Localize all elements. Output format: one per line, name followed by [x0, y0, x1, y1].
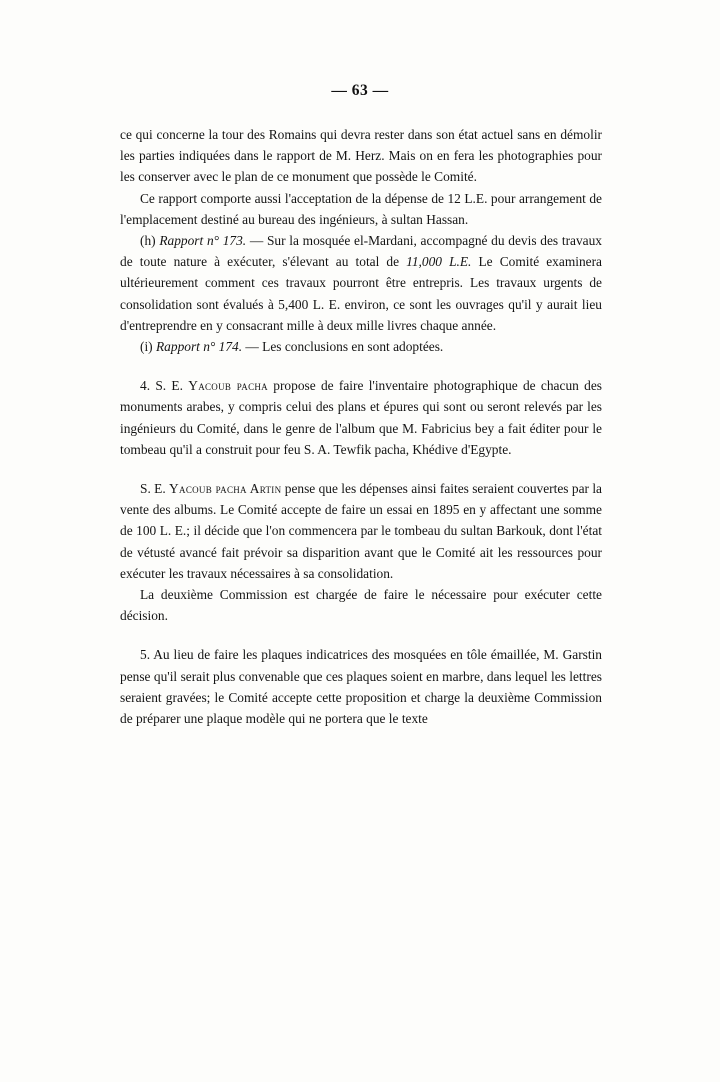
- proper-name: Yacoub pacha Artin: [169, 481, 282, 497]
- paragraph-item-5: 5. Au lieu de faire les plaques indicatrices des mosquées en tôle émaillée, M. Garstin pense qu'il serait plus convenable que ces plaques soient en marbre, dans lequel les lettres seraient gravées; le Comité accepte cette proposition et charge la deuxième Commission de préparer une plaque modèle qui ne portera que le texte: [120, 647, 602, 727]
- paragraph-spacer: [120, 460, 602, 478]
- proper-name: Yacoub pacha: [188, 378, 268, 394]
- paragraph-rapport-depense: Ce rapport comporte aussi l'acceptation de la dépense de 12 L.E. pour arrangement de l'emplacement destiné au bureau des ingénieurs, à sultan Hassan.: [120, 190, 602, 227]
- paragraph-rapport-174: [120, 336, 602, 357]
- paragraph-artin: S. E. Yacoub pacha Artin pense que les dépenses ainsi faites seraient couvertes par la vente des albums. Le Comité accepte de faire un essai en 1895 en y affectant une somme de 100 L. E.; il décide que l'on commencera par le tombeau du sultan Barkouk, dont l'état de vétusté avancé fait prévoir sa disparition avant que le Comité ait les ressources pour exécuter les travaux nécessaires à sa consolidation.: [120, 481, 602, 581]
- rapport-174-body: — Les conclusions en sont adoptées.: [242, 339, 444, 355]
- paragraph-item-4: 4. S. E. Yacoub pacha propose de faire l'inventaire photographique de chacun des monuments arabes, y compris celui des plans et épures qui sont ou seront relevés par les ingénieurs du Comité, dans le genre de l'album que M. Fabricius bey a fait éditer pour le tombeau qu'il a construit pour feu S. A. Tewfik pacha, Khédive d'Egypte.: [120, 378, 602, 457]
- page-number: — 63 —: [331, 82, 389, 99]
- paragraph-rapport-173: [120, 230, 602, 336]
- amount-figure: 11,000 L.E.: [406, 254, 472, 270]
- rapport-173-body: — Sur la mosquée el-Mardani, accompagné du devis des travaux de toute nature à exécuter, s'élevant au total de 11,000 L.E. Le Comité examinera ultérieurement comment ces travaux pourront être entrepris. Les travaux urgents de consolidation sont évalués à 5,400 L. E. environ, ce sont les ouvrages qu'il y aurait lieu d'entreprendre en y consacrant mille à deux mille livres chaque année.: [120, 233, 602, 333]
- paragraph-continuation: ce qui concerne la tour des Romains qui devra rester dans son état actuel sans en démolir les parties indiquées dans le rapport de M. Herz. Mais on en fera les photographies pour les conserver avec le plan de ce monument que possède le Comité.: [120, 127, 602, 185]
- item-label-i: (i): [140, 339, 156, 355]
- rapport-174-title: Rapport n° 174.: [156, 339, 243, 355]
- paragraph-spacer: [120, 626, 602, 644]
- item-label-h: (h): [140, 233, 160, 249]
- paragraph-commission: La deuxième Commission est chargée de faire le nécessaire pour exécuter cette décision.: [120, 587, 602, 624]
- rapport-173-title: Rapport n° 173.: [159, 233, 247, 249]
- paragraph-spacer: [120, 357, 602, 375]
- page-body: [120, 124, 602, 729]
